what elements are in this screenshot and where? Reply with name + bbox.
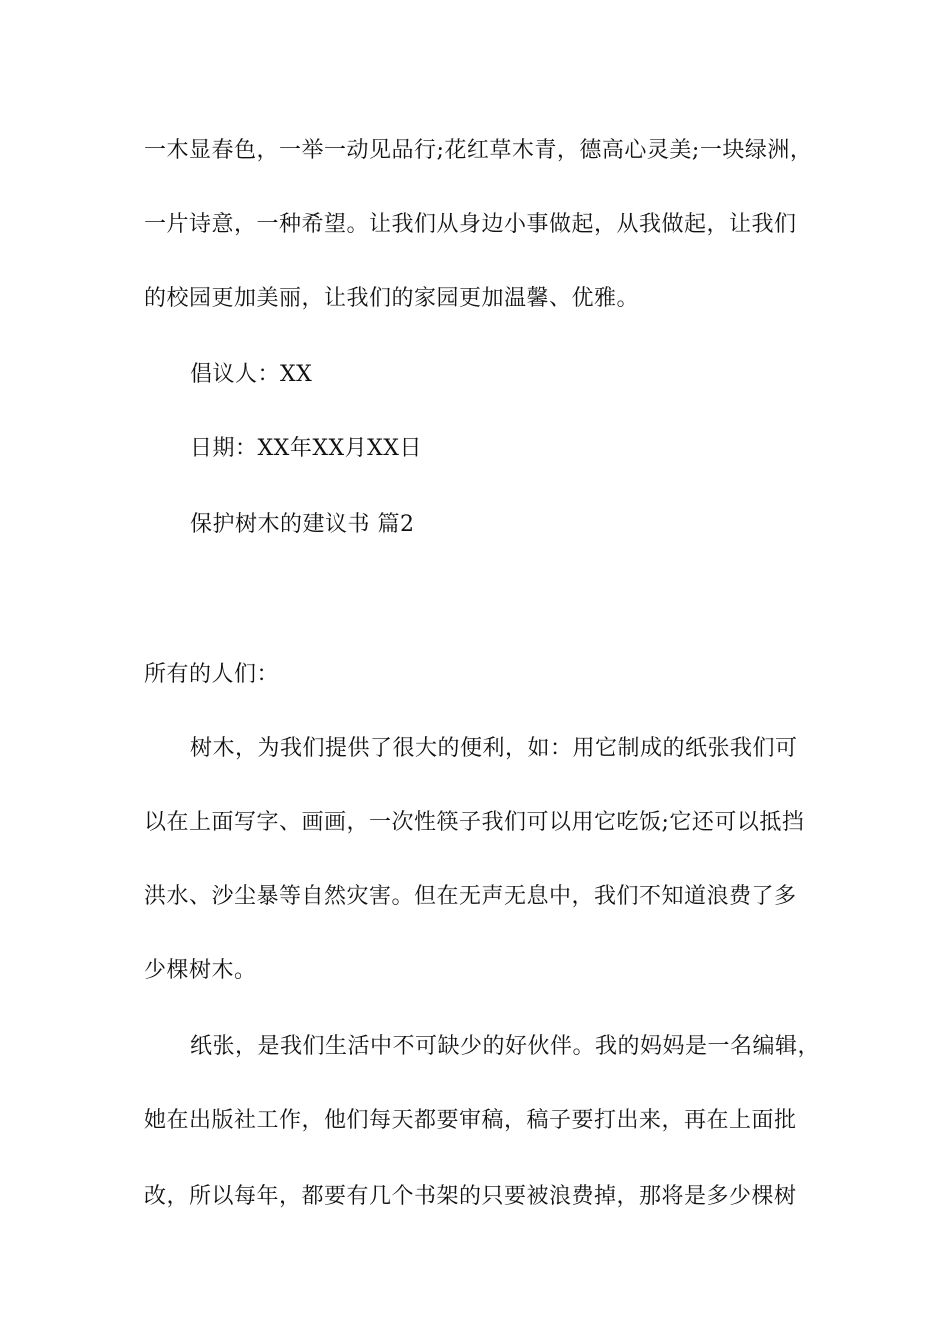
- paragraph-line: 树木，为我们提供了很大的便利，如：用它制成的纸张我们可: [190, 736, 798, 761]
- date-line: 日期：XX年XX月XX日: [190, 436, 422, 461]
- paragraph-line: 一木显春色，一举一动见品行;花红草木青，德高心灵美;一块绿洲，: [144, 138, 813, 163]
- paragraph-line: 少棵树木。: [144, 958, 257, 983]
- salutation: 所有的人们：: [144, 662, 280, 687]
- paragraph-line: 纸张，是我们生活中不可缺少的好伙伴。我的妈妈是一名编辑，: [190, 1034, 821, 1059]
- paragraph-line: 她在出版社工作，他们每天都要审稿，稿子要打出来，再在上面批: [144, 1108, 797, 1133]
- paragraph-line: 以在上面写字、画画，一次性筷子我们可以用它吃饭;它还可以抵挡: [144, 810, 805, 835]
- paragraph-line: 洪水、沙尘暴等自然灾害。但在无声无息中，我们不知道浪费了多: [144, 884, 797, 909]
- proposer-line: 倡议人：XX: [190, 362, 313, 387]
- paragraph-line: 一片诗意，一种希望。让我们从身边小事做起，从我做起，让我们: [144, 212, 797, 237]
- paragraph-line: 的校园更加美丽，让我们的家园更加温馨、优雅。: [144, 286, 640, 311]
- section-heading: 保护树木的建议书 篇2: [190, 512, 415, 537]
- paragraph-line: 改，所以每年，都要有几个书架的只要被浪费掉，那将是多少棵树: [144, 1184, 797, 1209]
